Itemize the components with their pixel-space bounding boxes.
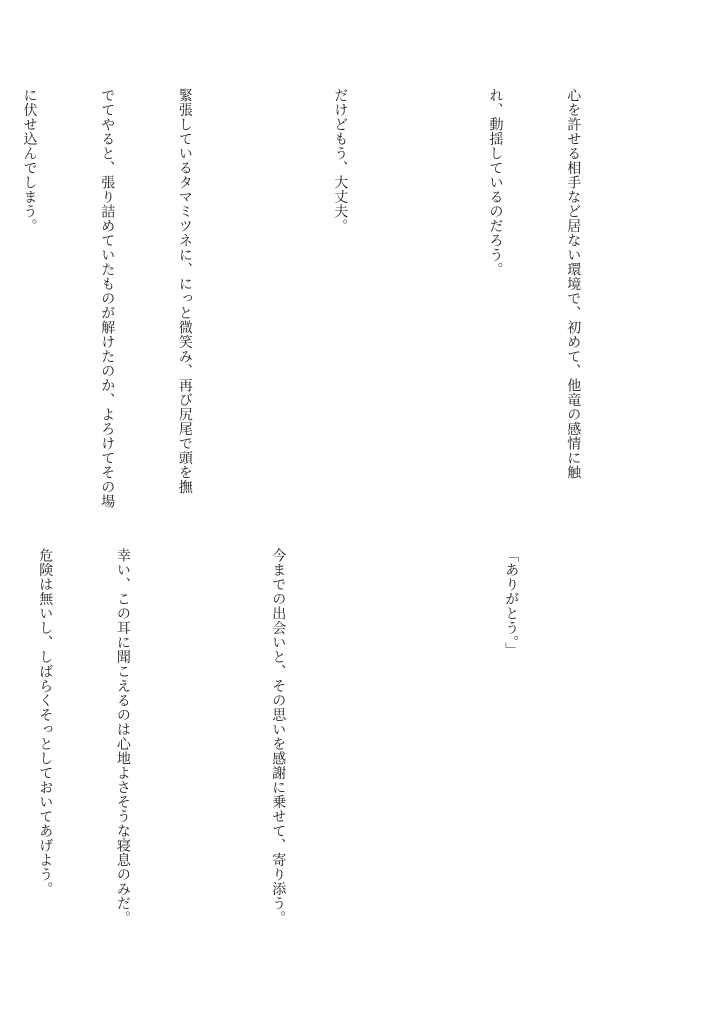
text-line: 緊張しているタマミツネに、にっと微笑み、再び尻尾で頭を撫: [176, 88, 193, 494]
text-line: [187, 548, 213, 988]
text-line: [249, 88, 275, 538]
bottom-text-block: [0, 548, 575, 988]
text-line: [342, 548, 368, 988]
text-line: 危険は無いし、しばらくそっとしておいてあげよう。: [37, 548, 54, 896]
text-line: でてやると、張り詰めていたものが解けたのか、よろけてその場: [99, 88, 116, 509]
text-line: に伏せ込んでしまう。: [21, 88, 38, 233]
text-line: 「ありがとう。」: [503, 548, 520, 657]
text-line: 心を許せる相手など居ない環境で、初めて、他竜の感情に触: [565, 88, 582, 480]
top-text-block: [0, 88, 637, 538]
text-line: [420, 548, 446, 988]
text-line: れ、動揺しているのだろう。: [487, 88, 504, 277]
text-line: 今までの出会いと、その思いを感謝に乗せて、寄り添う。: [270, 548, 287, 925]
text-line: 幸い、この耳に聞こえるのは心地よさそうな寝息のみだ。: [114, 548, 131, 925]
text-line: だけどもう、大丈夫。: [332, 88, 349, 233]
text-line: [404, 88, 430, 538]
